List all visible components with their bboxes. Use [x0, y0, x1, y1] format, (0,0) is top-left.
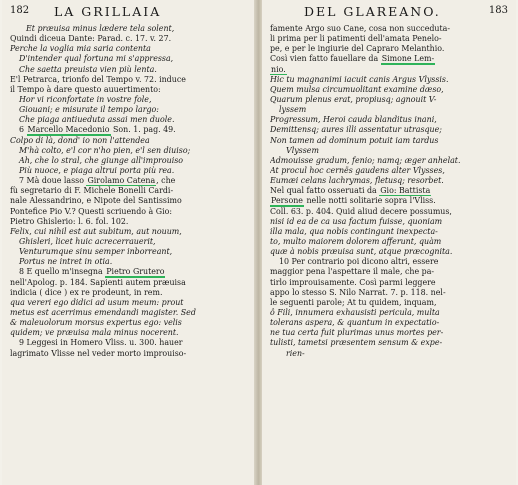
- left-text-line: Che saetta preuista vien più lenta.: [19, 64, 157, 74]
- left-text-line: 9 Leggesi in Homero Vliss. u. 300. hauer: [19, 338, 183, 348]
- left-text-line: Et præuisa minus lædere tela solent,: [26, 24, 175, 33]
- right-text-line: [270, 65, 510, 75]
- right-text-line: appo lo stesso S. Nilo Narrat. 7. p. 118. nel-: [270, 287, 446, 297]
- left-page-number: 182: [10, 5, 30, 16]
- left-text-line: Che piaga antiueduta assai men duole.: [19, 115, 175, 125]
- highlighted-name: Girolamo Catena: [87, 176, 156, 186]
- left-text-line: Quindi diceua Dante: Parad. c. 17. v. 27.: [10, 34, 172, 44]
- left-text-line: E'l Petrarca, trionfo del Tempo v. 72. induce: [10, 74, 186, 84]
- left-page: [2, 0, 256, 485]
- highlighted-name: Gio: Battista: [380, 186, 431, 196]
- right-text-line: Nel qual fatto osseruati da Gio: Battista: [270, 186, 431, 196]
- right-text-line: Demittensq; aures illi assentatur utrasque;: [270, 125, 442, 135]
- left-text-line: Venturumque sinu semper inborreant,: [19, 247, 173, 257]
- left-text-line: & maleuolorum morsus expertus ego: velis: [10, 318, 182, 328]
- right-text-line: Così vien fatto fauellare da Simone Lem-: [270, 54, 435, 64]
- left-text-line: M'hà colto, e'l cor n'ho pien, e'l sen diuiso;: [19, 145, 191, 155]
- right-text-line: rien-: [286, 348, 305, 358]
- highlighted-name: Marcello Macedonio: [27, 125, 110, 135]
- right-text-line: maggior pena l'aspettare il male, che pa-: [270, 267, 435, 277]
- right-text-line: ô Fili, innumera exhausisti pericula, multa: [270, 307, 440, 317]
- left-text-line: il Tempo à dare questo auuertimento:: [10, 84, 161, 94]
- right-text-line: nisi id ea de ca usa factum fuisse, quoniam: [270, 216, 443, 226]
- left-text-line: 6 Marcello Macedonio Son. 1. pag. 49.: [19, 125, 176, 135]
- right-text-line: Quem mulsa circumuolitant examine dæso,: [270, 84, 444, 94]
- right-text-line: tolerans aspera, & quantum in expectatio-: [270, 318, 440, 328]
- left-text-line: Giouani; e misurate il tempo largo:: [19, 105, 159, 115]
- left-text-line: Pontefice Pio V.? Questi scriuendo à Gio:: [10, 206, 173, 216]
- right-running-header: [270, 4, 508, 22]
- left-text-line: lagrimato Vlisse nel veder morto improuiso-: [10, 348, 187, 358]
- left-page-text: [10, 24, 250, 359]
- left-text-line: indicia ( dice ) ex re prodeunt, in rem.: [10, 287, 163, 297]
- highlighted-name: Pietro Grutero: [106, 267, 165, 277]
- left-text-line: metus est acerrimus emendandi magister. Sed: [10, 307, 196, 317]
- left-text-line: 7 Mà doue lasso Girolamo Catena, che: [19, 176, 176, 186]
- left-text-line: Più nuoce, e piaga altrui porta più rea.: [19, 165, 175, 175]
- right-text-line: quæ à nobis præuisa sunt, atque præcognita.: [270, 247, 453, 257]
- left-text-line: nell'Apolog. p. 184. Sapienti autem præuisa: [10, 277, 186, 287]
- right-text-line: illa mala, qua nobis contingunt inexpecta-: [270, 226, 438, 236]
- left-text-line: Hor vi riconfortate in vostre fole,: [19, 94, 152, 104]
- right-text-line: At procul hoc cernës gaudens alter Vlysses,: [270, 165, 445, 175]
- right-text-line: Progressum, Heroi cauda blanditus inani,: [270, 115, 437, 125]
- left-text-line: 8 E quello m'insegna Pietro Grutero: [19, 267, 165, 277]
- highlighted-name: nio.: [271, 64, 286, 74]
- right-page-text: [270, 24, 510, 359]
- right-text-line: Vlyssem: [286, 145, 319, 155]
- right-text-line: Admouisse gradum, fenio; namq; æger anhelat.: [270, 155, 461, 165]
- highlighted-name: Simone Lem-: [381, 54, 435, 64]
- right-text-line: pe, e per le ingiurie del Capraro Melanthio.: [270, 44, 445, 54]
- left-text-line: D'intender qual fortuna mi s'appressa,: [19, 54, 174, 64]
- right-text-line: lyssem: [279, 105, 307, 115]
- left-text-line: quidem; ve præuisa mala minus nocerent.: [10, 328, 179, 338]
- right-text-line: Quarum plenus erat, propiusq; agnouit V-: [270, 94, 437, 104]
- left-text-line: qua vereri ego didici ad usum meum: prout: [10, 297, 184, 307]
- right-text-line: famente Argo suo Cane, cosa non succeduta-: [270, 24, 451, 33]
- right-text-line: ne tua certa fuit plurimas unus mortes per-: [270, 328, 444, 338]
- highlighted-name: Persone: [271, 196, 303, 206]
- left-text-line: Perche la voglia mia saria contenta: [10, 44, 151, 54]
- left-text-line: Colpo di là, dond' io non l'attendea: [10, 135, 150, 145]
- left-text-line: Ghisleri, licet huic acrecerrauerit,: [19, 236, 156, 246]
- right-page-number: 183: [488, 5, 508, 16]
- right-text-line: 10 Per contrario poi dicono altri, essere: [279, 257, 439, 267]
- right-text-line: to, multo maiorem dolorem afferunt, quàm: [270, 236, 442, 246]
- left-running-title: LA GRILLAIA: [54, 4, 162, 19]
- left-text-line: Ah, che lo stral, che giunge all'improuiso: [19, 155, 184, 165]
- right-text-line: le seguenti parole; At tu quidem, inquam,: [270, 297, 437, 307]
- left-running-header: [10, 4, 248, 22]
- left-text-line: nale Alessandrino, e Nipote del Santissimo: [10, 196, 182, 206]
- left-text-line: Pietro Ghislerio: l. 6. fol. 102.: [10, 216, 129, 226]
- left-text-line: Portus ne intret in otia.: [19, 257, 113, 267]
- right-running-title: DEL GLAREANO.: [304, 4, 441, 19]
- right-text-line: li prima per li patimenti dell'amata Penelo-: [270, 34, 442, 44]
- right-page: [262, 0, 516, 485]
- right-text-line: Hic tu magnanimi iacuit canis Argus Vlyssis.: [270, 74, 449, 84]
- right-text-line: Non tamen ad dominum potuit iam tardus: [270, 135, 439, 145]
- right-text-line: Eumæi celans lachrymas, fletusq; resorbet.: [270, 176, 444, 186]
- left-text-line: fù segretario di F. Michele Bonelli Cardi-: [10, 186, 174, 196]
- right-text-line: Persone nelle notti solitarie sopra l'Vliss.: [271, 196, 436, 206]
- left-text-line: Felix, cui nihil est aut subitum, aut nouum,: [10, 226, 182, 236]
- right-text-line: Coll. 63. p. 404. Quid aliud decere possumus,: [270, 206, 452, 216]
- right-text-line: tirlo improuisamente. Così parmi leggere: [270, 277, 436, 287]
- right-text-line: tulisti, tametsi præsentem sensum & expe-: [270, 338, 443, 348]
